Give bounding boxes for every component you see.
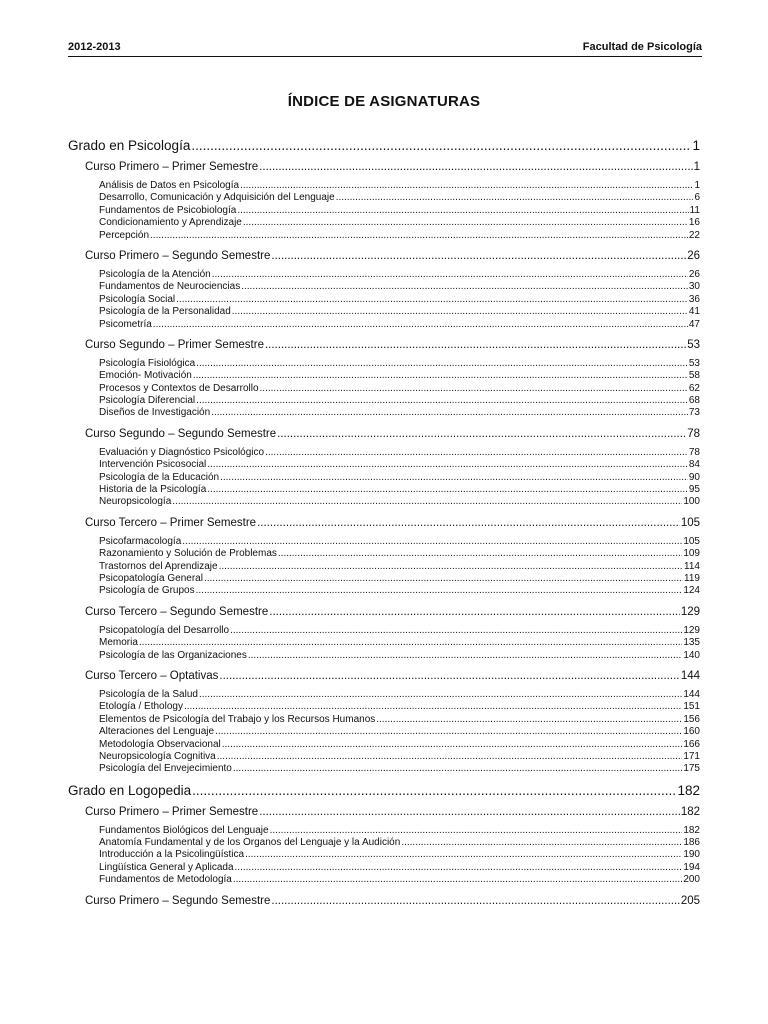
toc-item-page: 186 [683,837,700,849]
dot-leader [277,427,686,441]
toc-item[interactable] [68,548,700,560]
dot-leader [220,472,688,484]
toc-item-title: Percepción [99,229,150,241]
toc-item-page: 129 [683,624,700,636]
dot-leader [196,585,683,597]
toc-item[interactable] [68,319,700,331]
dot-leader [232,306,688,318]
toc-section-page: 144 [680,669,700,682]
dot-leader [222,739,683,751]
dot-leader [212,269,688,281]
toc-item[interactable] [68,358,700,370]
toc-item[interactable] [68,269,700,281]
toc-section[interactable] [68,516,700,530]
dot-leader [271,894,679,908]
toc-item-page: 26 [688,268,700,280]
toc-item-page: 58 [688,370,700,382]
toc-item[interactable] [68,230,700,242]
toc-item-page: 200 [683,874,700,886]
toc-item-page: 41 [688,306,700,318]
toc-section-page: 182 [680,805,700,818]
dot-leader [336,192,694,204]
toc-item[interactable] [68,459,700,471]
toc-item[interactable] [68,217,700,229]
toc-item-title: Fundamentos de Metodología [99,874,232,886]
toc-section-page: 205 [680,894,700,907]
toc-item[interactable] [68,472,700,484]
toc-item[interactable] [68,294,700,306]
toc-item-page: 105 [683,535,700,547]
dot-leader [243,217,688,229]
dot-leader [259,805,680,819]
toc-item-page: 182 [683,824,700,836]
toc-item[interactable] [68,395,700,407]
toc-item[interactable] [68,825,700,837]
toc-item[interactable] [68,739,700,751]
toc-item[interactable] [68,726,700,738]
toc-item-title: Introducción a la Psicolingüística [99,849,245,861]
toc-item-title: Psicología de las Organizaciones [99,649,247,661]
toc-item-page: 6 [694,192,700,204]
dot-leader [235,862,683,874]
toc-degree-title: Grado en Logopedia [68,782,192,798]
toc-section[interactable] [68,249,700,263]
toc-item-page: 175 [683,763,700,775]
toc-item[interactable] [68,306,700,318]
toc-item-page: 47 [688,318,700,330]
toc-item-page: 114 [684,560,700,572]
page-title: ÍNDICE DE ASIGNATURAS [287,93,481,110]
toc-item-page: 90 [688,471,700,483]
toc-item-title: Lingüística General y Aplicada [99,861,234,873]
toc-item-title: Psicología Diferencial [99,395,196,407]
dot-leader [260,383,688,395]
toc-item[interactable] [68,862,700,874]
toc-item[interactable] [68,205,700,217]
dot-leader [270,825,683,837]
toc-item-page: 124 [683,585,700,597]
toc-item-title: Evaluación y Diagnóstico Psicológico [99,446,265,458]
dot-leader [248,650,682,662]
toc-item-title: Memoria [99,637,138,649]
dot-leader [278,548,682,560]
toc-item[interactable] [68,763,700,775]
toc-item[interactable] [68,496,700,508]
toc-item[interactable] [68,180,700,192]
dot-leader [207,459,688,471]
toc-degree-title: Grado en Psicología [68,138,191,153]
toc-item[interactable] [68,447,700,459]
toc-section-title: Curso Segundo – Primer Semestre [85,338,264,351]
toc-item-page: 36 [688,293,700,305]
toc-item-title: Neuropsicología [99,496,172,508]
dot-leader [191,138,691,154]
toc-item-title: Anatomía Fundamental y de los Órganos del Lenguaje y la Audición [99,837,401,849]
toc-item-title: Condicionamiento y Aprendizaje [99,217,242,229]
toc-degree[interactable] [68,138,700,154]
header-year: 2012-2013 [68,41,121,53]
toc-item-title: Psicología de la Personalidad [99,306,231,318]
dot-leader [199,689,682,701]
page-header [68,41,702,57]
toc-item[interactable] [68,370,700,382]
toc-item-page: 190 [683,849,700,861]
dot-leader [241,281,688,293]
dot-leader [217,751,683,763]
toc-item-page: 95 [688,484,700,496]
toc-item-page: 166 [683,738,700,750]
toc-item-page: 135 [683,637,700,649]
dot-leader [376,714,682,726]
dot-leader [219,669,679,683]
toc-item-title: Fundamentos de Neurociencias [99,281,241,293]
toc-item[interactable] [68,585,700,597]
toc-item[interactable] [68,751,700,763]
dot-leader [153,319,688,331]
toc-item-title: Psicología de la Salud [99,688,198,700]
header-faculty: Facultad de Psicología [582,41,702,53]
toc-item-title: Elementos de Psicología del Trabajo y los Recursos Humanos [99,713,376,725]
toc-item-title: Psicología Fisiológica [99,357,196,369]
toc-item-page: 84 [688,459,700,471]
toc-item[interactable] [68,837,700,849]
toc-section-title: Curso Primero – Primer Semestre [85,805,259,818]
toc-item-page: 119 [684,572,700,584]
dot-leader [211,407,688,419]
toc-section[interactable] [68,669,700,683]
toc-item-page: 151 [683,701,700,713]
toc-item-title: Psicofarmacología [99,535,182,547]
toc-item-page: 194 [683,861,700,873]
toc-section-page: 53 [687,338,700,351]
toc-item-title: Psicología de la Educación [99,471,220,483]
toc-item[interactable] [68,407,700,419]
toc-item-title: Psicología del Envejecimiento [99,763,232,775]
toc-item-title: Psicología de Grupos [99,585,195,597]
toc-item-page: 1 [694,180,700,191]
toc-degree-page: 182 [677,782,700,798]
dot-leader [192,783,676,799]
toc-item-page: 30 [688,281,700,293]
toc-item-page: 73 [688,407,700,419]
toc-item-page: 156 [683,713,700,725]
toc-item-page: 53 [688,357,700,369]
dot-leader [233,874,682,886]
dot-leader [271,249,686,263]
dot-leader [257,516,680,530]
toc-item-page: 78 [688,446,700,458]
dot-leader [150,230,688,242]
dot-leader [196,395,688,407]
toc-item-page: 68 [688,395,700,407]
toc-section-title: Curso Tercero – Optativas [85,669,219,682]
dot-leader [204,573,683,585]
toc-item-title: Intervención Psicosocial [99,459,207,471]
toc-item[interactable] [68,714,700,726]
toc-item-page: 100 [683,496,700,508]
toc-item[interactable] [68,637,700,649]
dot-leader [269,605,680,619]
dot-leader [233,763,682,775]
toc-section-page: 26 [687,249,700,262]
dot-leader [245,849,682,861]
dot-leader [184,701,682,713]
toc-item[interactable] [68,689,700,701]
dot-leader [265,338,686,352]
toc-item[interactable] [68,650,700,662]
toc-section-title: Curso Tercero – Segundo Semestre [85,605,269,618]
toc-item[interactable] [68,561,700,573]
toc-item-title: Psicopatología General [99,572,203,584]
toc-item[interactable] [68,573,700,585]
toc-item[interactable] [68,849,700,861]
toc-item-title: Metodología Observacional [99,738,221,750]
toc-item-title: Historia de la Psicología [99,484,207,496]
table-of-contents [68,138,700,914]
dot-leader [207,484,688,496]
toc-item-title: Psicopatología del Desarrollo [99,624,230,636]
toc-section-page: 1 [693,161,700,173]
dot-leader [139,637,682,649]
dot-leader [240,180,693,192]
dot-leader [215,726,682,738]
toc-item[interactable] [68,536,700,548]
dot-leader [259,160,692,174]
dot-leader [401,837,682,849]
toc-section-title: Curso Tercero – Primer Semestre [85,516,257,529]
toc-section[interactable] [68,338,700,352]
toc-item-page: 109 [683,548,700,560]
toc-item-title: Desarrollo, Comunicación y Adquisición del Lenguaje [99,192,335,204]
toc-item-title: Psicología Social [99,293,176,305]
toc-section[interactable] [68,160,700,174]
toc-item[interactable] [68,874,700,886]
toc-item-title: Razonamiento y Solución de Problemas [99,548,277,560]
toc-item-page: 140 [683,649,700,661]
toc-item-page: 62 [688,382,700,394]
toc-item[interactable] [68,192,700,204]
toc-section-page: 78 [687,427,700,440]
dot-leader [172,496,682,508]
toc-section[interactable] [68,805,700,819]
toc-item[interactable] [68,484,700,496]
toc-item-title: Psicología de la Atención [99,268,211,280]
toc-section-page: 129 [680,605,700,618]
toc-item[interactable] [68,701,700,713]
toc-item-page: 144 [683,688,700,700]
dot-leader [176,294,688,306]
toc-section[interactable] [68,894,700,908]
toc-item-title: Procesos y Contextos de Desarrollo [99,382,259,394]
toc-section-title: Curso Primero – Segundo Semestre [85,249,271,262]
dot-leader [193,370,688,382]
toc-item-title: Trastornos del Aprendizaje [99,560,218,572]
toc-item-page: 11 [689,204,700,216]
dot-leader [196,358,688,370]
toc-section[interactable] [68,605,700,619]
toc-degree-page: 1 [692,138,700,153]
dot-leader [237,205,688,217]
toc-section-title: Curso Segundo – Segundo Semestre [85,427,277,440]
toc-item[interactable] [68,281,700,293]
dot-leader [230,625,682,637]
toc-section[interactable] [68,427,700,441]
toc-item[interactable] [68,625,700,637]
toc-item-title: Fundamentos de Psicobiología [99,204,237,216]
toc-section-title: Curso Primero – Primer Semestre [85,161,259,173]
dot-leader [219,561,683,573]
toc-item-page: 16 [688,217,700,229]
dot-leader [265,447,688,459]
toc-item[interactable] [68,383,700,395]
toc-item-page: 22 [688,229,700,241]
toc-item-title: Psicometría [99,318,152,330]
toc-item-title: Neuropsicología Cognitiva [99,750,216,762]
toc-item-title: Alteraciones del Lenguaje [99,726,215,738]
toc-item-title: Etología / Ethology [99,701,183,713]
toc-section-title: Curso Primero – Segundo Semestre [85,894,271,907]
toc-item-title: Diseños de Investigación [99,407,211,419]
toc-item-title: Análisis de Datos en Psicología [99,180,240,191]
toc-item-page: 160 [683,726,700,738]
toc-section-page: 105 [680,516,700,529]
toc-degree[interactable] [68,783,700,799]
dot-leader [182,536,682,548]
toc-item-title: Fundamentos Biológicos del Lenguaje [99,824,269,836]
toc-item-page: 171 [683,750,700,762]
toc-item-title: Emoción- Motivación [99,370,192,382]
